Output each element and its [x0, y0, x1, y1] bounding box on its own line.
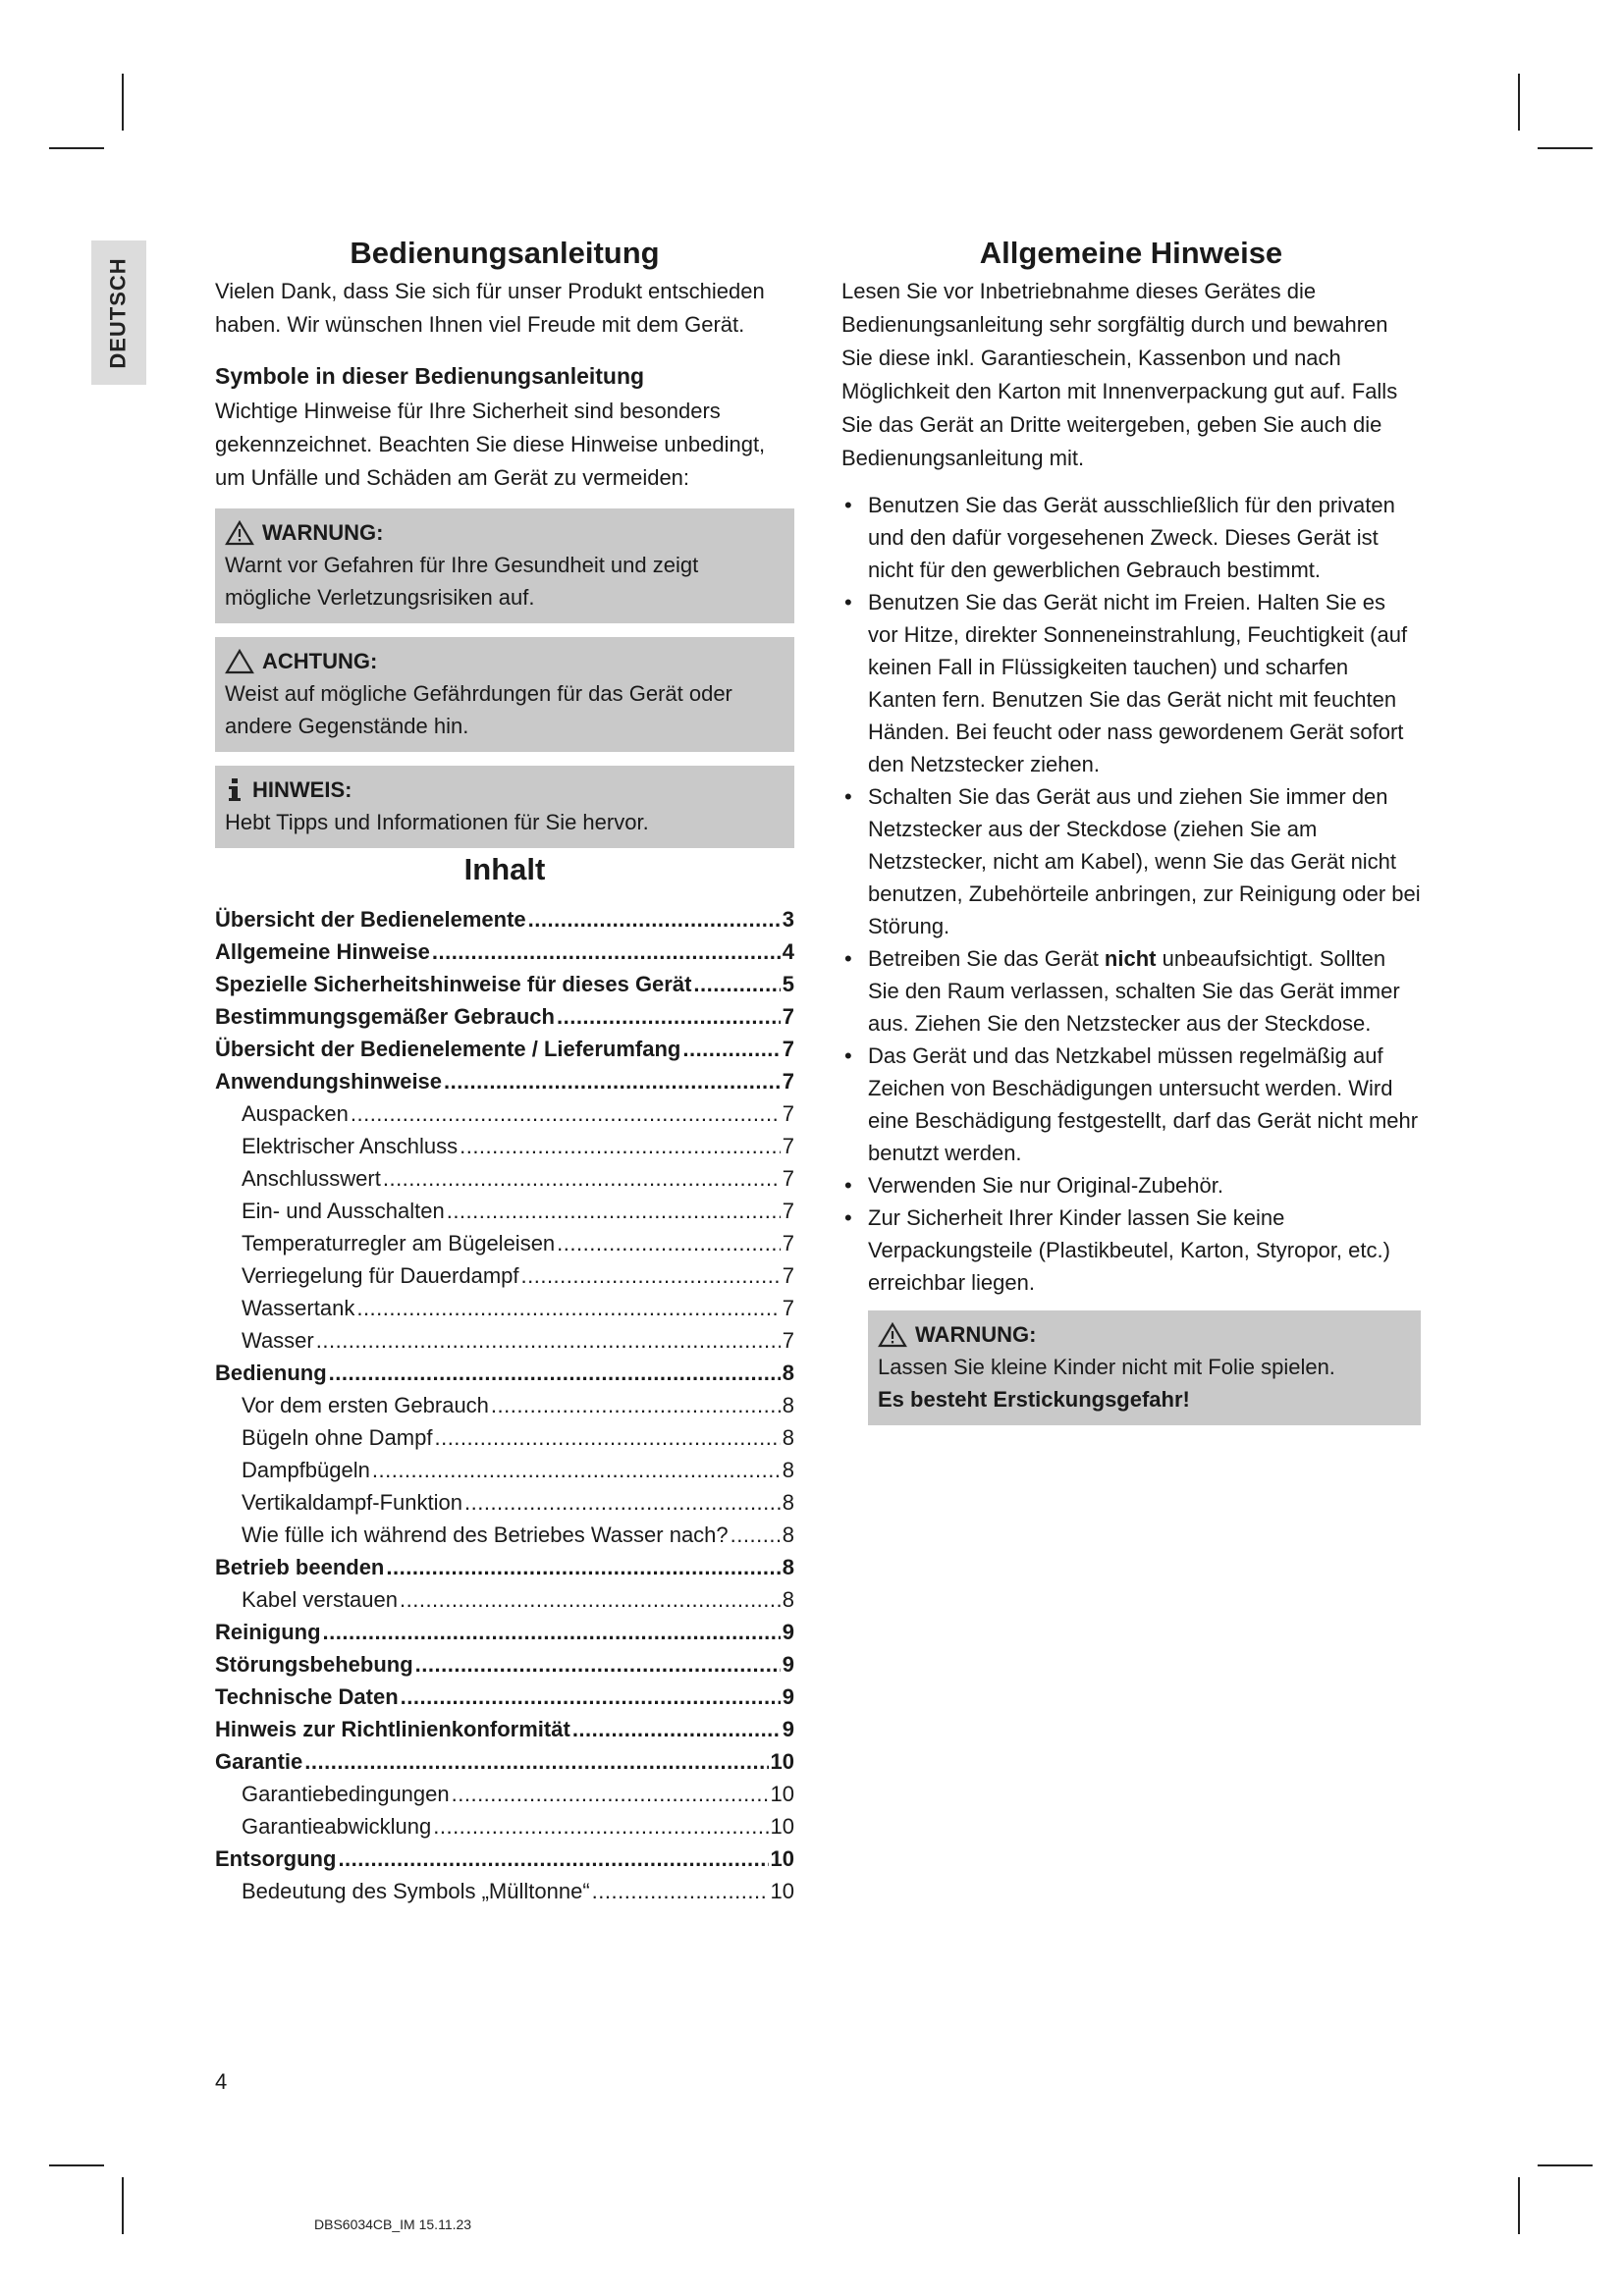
toc-entry-label: Wie fülle ich während des Betriebes Wasser nach?: [242, 1522, 729, 1547]
toc-entry: [215, 1097, 794, 1130]
toc-entry: [215, 1583, 794, 1616]
toc-entry-label: Technische Daten: [215, 1684, 399, 1709]
toc-leader-dots: [521, 1259, 781, 1292]
caution-box: [215, 637, 794, 752]
toc-leader-dots: [693, 968, 780, 1000]
toc-entry-page: 8: [782, 1425, 794, 1450]
list-item: • Benutzen Sie das Gerät ausschließlich für den privaten und den dafür vorgesehenen Zweck. Dieses Gerät ist nicht für den gewerblichen Gebrauch bestimmt.: [841, 489, 1421, 586]
general-notes-intro: Lesen Sie vor Inbetriebnahme dieses Gerätes die Bedienungsanleitung sehr sorgfältig durch und bewahren Sie diese inkl. Garantieschein, Kassenbon und nach Möglichkeit den Karton mit Innenverpackung gut auf. Falls Sie das Gerät an Dritte weitergeben, geben Sie auch die Bedienungsanleitung mit.: [841, 279, 1398, 470]
warning-label: WARNUNG:: [915, 1322, 1037, 1347]
safety-bullet-list: [841, 489, 1421, 1299]
toc-entry: [215, 1681, 794, 1713]
toc-entry: [215, 1648, 794, 1681]
toc-entry-page: 9: [782, 1620, 794, 1644]
toc-entry: [215, 1324, 794, 1357]
warning-text: Lassen Sie kleine Kinder nicht mit Folie spielen.: [878, 1355, 1335, 1379]
toc-leader-dots: [592, 1875, 769, 1907]
language-tab: [91, 240, 146, 385]
warning-text: Warnt vor Gefahren für Ihre Gesundheit und zeigt mögliche Verletzungsrisiken auf.: [225, 553, 699, 610]
warning-label: WARNUNG:: [262, 520, 384, 545]
toc-leader-dots: [351, 1097, 781, 1130]
toc-entry-page: 7: [782, 1328, 794, 1353]
toc-entry-page: 5: [782, 972, 794, 996]
toc-leader-dots: [452, 1778, 769, 1810]
symbols-heading: Symbole in dieser Bedienungsanleitung: [215, 363, 645, 389]
toc-leader-dots: [731, 1519, 781, 1551]
toc-entry: [215, 1162, 794, 1195]
toc-entry-label: Allgemeine Hinweise: [215, 939, 430, 964]
toc-leader-dots: [447, 1195, 781, 1227]
toc-entry-label: Garantie: [215, 1749, 303, 1774]
toc-entry-label: Übersicht der Bedienelemente: [215, 907, 526, 932]
toc-entry: [215, 1000, 794, 1033]
toc-entry-page: 9: [782, 1717, 794, 1741]
toc-leader-dots: [401, 1681, 781, 1713]
toc-entry-page: 8: [782, 1458, 794, 1482]
bullet-emphasis: nicht: [1104, 946, 1157, 971]
toc-entry-page: 9: [782, 1684, 794, 1709]
toc-entry: [215, 1033, 794, 1065]
toc-leader-dots: [464, 1486, 781, 1519]
toc-entry: [215, 1357, 794, 1389]
toc-entry: [215, 1130, 794, 1162]
toc-entry-label: Bedienung: [215, 1361, 327, 1385]
page-number: 4: [215, 2069, 228, 2094]
toc-entry: [215, 1421, 794, 1454]
toc-entry-page: 3: [782, 907, 794, 932]
general-notes-title: Allgemeine Hinweise: [979, 236, 1283, 270]
toc-entry: [215, 903, 794, 935]
toc-entry: [215, 1810, 794, 1842]
toc-entry-label: Reinigung: [215, 1620, 321, 1644]
toc-entry-page: 9: [782, 1652, 794, 1677]
toc-entry-page: 10: [770, 1879, 794, 1903]
toc-entry-page: 7: [782, 1004, 794, 1029]
toc-entry-label: Temperaturregler am Bügeleisen: [242, 1231, 556, 1255]
toc-leader-dots: [386, 1551, 780, 1583]
crop-mark: [122, 2177, 124, 2234]
toc-entry-label: Bedeutung des Symbols „Mülltonne“: [242, 1879, 590, 1903]
toc-entry-page: 8: [782, 1522, 794, 1547]
list-item: • Benutzen Sie das Gerät nicht im Freien. Halten Sie es vor Hitze, direkter Sonneneinstrahlung, Feuchtigkeit (auf keinen Fall in Flüssigkeiten tauchen) und scharfen Kanten fern. Benutzen Sie das Gerät nicht mit feuchten Händen. Bei feucht oder nass gewordenem Gerät sofort den Netzstecker ziehen.: [841, 586, 1421, 780]
toc-entry: [215, 1454, 794, 1486]
warning-triangle-icon: [225, 520, 254, 546]
toc-entry-label: Auspacken: [242, 1101, 349, 1126]
toc-entry-page: 7: [782, 1069, 794, 1094]
toc-leader-dots: [329, 1357, 781, 1389]
toc-entry-label: Vertikaldampf-Funktion: [242, 1490, 462, 1515]
info-icon: [225, 777, 244, 803]
toc-entry-label: Betrieb beenden: [215, 1555, 385, 1579]
toc-entry-page: 7: [782, 1263, 794, 1288]
toc-entry-label: Anschlusswert: [242, 1166, 381, 1191]
list-item: • Verwenden Sie nur Original-Zubehör.: [841, 1169, 1421, 1201]
toc-entry-label: Wasser: [242, 1328, 314, 1353]
toc-entry-label: Anwendungshinweise: [215, 1069, 443, 1094]
crop-mark: [122, 74, 124, 131]
toc-leader-dots: [491, 1389, 781, 1421]
toc-entry: [215, 1227, 794, 1259]
warning-triangle-icon: [878, 1322, 907, 1348]
toc-entry-label: Garantiebedingungen: [242, 1782, 450, 1806]
toc-entry-page: 10: [770, 1814, 794, 1839]
crop-mark: [49, 147, 104, 149]
toc-leader-dots: [338, 1842, 768, 1875]
toc-entry-label: Bügeln ohne Dampf: [242, 1425, 433, 1450]
print-footer: DBS6034CB_IM 15.11.23: [314, 2216, 472, 2232]
toc-leader-dots: [323, 1616, 781, 1648]
caution-text: Weist auf mögliche Gefährdungen für das Gerät oder andere Gegenstände hin.: [225, 681, 732, 738]
toc-entry-page: 7: [782, 1296, 794, 1320]
table-of-contents: [215, 903, 794, 1907]
toc-entry-label: Übersicht der Bedienelemente / Lieferumfang: [215, 1037, 681, 1061]
toc-entry-label: Garantieabwicklung: [242, 1814, 432, 1839]
toc-entry-label: Dampfbügeln: [242, 1458, 370, 1482]
toc-entry-page: 8: [782, 1587, 794, 1612]
left-column: [215, 232, 794, 1907]
caution-triangle-icon: [225, 649, 254, 674]
toc-entry-page: 7: [782, 1134, 794, 1158]
toc-entry: [215, 1292, 794, 1324]
toc-entry-page: 7: [782, 1101, 794, 1126]
language-tab-label: DEUTSCH: [106, 256, 131, 369]
toc-entry-page: 8: [782, 1393, 794, 1417]
toc-leader-dots: [557, 1227, 781, 1259]
toc-leader-dots: [528, 903, 781, 935]
note-box: [215, 766, 794, 848]
toc-leader-dots: [400, 1583, 781, 1616]
toc-title: Inhalt: [463, 852, 546, 886]
toc-entry: [215, 1842, 794, 1875]
crop-mark: [49, 2164, 104, 2166]
crop-mark: [1518, 2177, 1520, 2234]
toc-entry-label: Spezielle Sicherheitshinweise für dieses Gerät: [215, 972, 692, 996]
child-warning-box: [868, 1310, 1421, 1425]
toc-leader-dots: [304, 1745, 768, 1778]
toc-entry-label: Störungsbehebung: [215, 1652, 413, 1677]
toc-leader-dots: [356, 1292, 780, 1324]
toc-entry: [215, 1551, 794, 1583]
toc-entry-page: 10: [770, 1749, 794, 1774]
crop-mark: [1538, 147, 1593, 149]
toc-entry-label: Wassertank: [242, 1296, 355, 1320]
toc-entry-page: 7: [782, 1199, 794, 1223]
toc-entry-label: Ein- und Ausschalten: [242, 1199, 445, 1223]
toc-entry: [215, 968, 794, 1000]
toc-leader-dots: [434, 1421, 780, 1454]
toc-entry-page: 8: [782, 1490, 794, 1515]
toc-entry: [215, 1616, 794, 1648]
toc-leader-dots: [557, 1000, 781, 1033]
intro-text: Vielen Dank, dass Sie sich für unser Produkt entschieden haben. Wir wünschen Ihnen viel Freude mit dem Gerät.: [215, 279, 765, 337]
toc-entry: [215, 1065, 794, 1097]
toc-leader-dots: [383, 1162, 781, 1195]
right-column: [841, 232, 1421, 1425]
toc-entry: [215, 1195, 794, 1227]
toc-entry-label: Bestimmungsgemäßer Gebrauch: [215, 1004, 555, 1029]
symbols-text: Wichtige Hinweise für Ihre Sicherheit sind besonders gekennzeichnet. Beachten Sie diese Hinweise unbedingt, um Unfälle und Schäden am Gerät zu vermeiden:: [215, 399, 766, 490]
toc-entry-page: 7: [782, 1231, 794, 1255]
toc-entry-label: Verriegelung für Dauerdampf: [242, 1263, 519, 1288]
toc-leader-dots: [433, 1810, 768, 1842]
toc-leader-dots: [432, 935, 781, 968]
toc-entry: [215, 1713, 794, 1745]
toc-entry: [215, 1778, 794, 1810]
toc-entry: [215, 935, 794, 968]
toc-entry-page: 4: [782, 939, 794, 964]
toc-entry-page: 7: [782, 1166, 794, 1191]
crop-mark: [1538, 2164, 1593, 2166]
toc-entry: [215, 1486, 794, 1519]
list-item: • Schalten Sie das Gerät aus und ziehen Sie immer den Netzstecker aus der Steckdose (ziehen Sie am Netzstecker, nicht am Kabel), wenn Sie das Gerät nicht benutzen, Zubehörteile anbringen, zur Reinigung oder bei Störung.: [841, 780, 1421, 942]
toc-leader-dots: [460, 1130, 781, 1162]
toc-entry-label: Entsorgung: [215, 1846, 337, 1871]
toc-leader-dots: [444, 1065, 781, 1097]
toc-entry: [215, 1259, 794, 1292]
toc-entry-page: 8: [782, 1361, 794, 1385]
list-item: • Zur Sicherheit Ihrer Kinder lassen Sie keine Verpackungsteile (Plastikbeutel, Karton, Styropor, etc.) erreichbar liegen.: [841, 1201, 1421, 1299]
toc-entry: [215, 1745, 794, 1778]
toc-entry-label: Hinweis zur Richtlinienkonformität: [215, 1717, 570, 1741]
toc-entry: [215, 1875, 794, 1907]
toc-leader-dots: [372, 1454, 781, 1486]
toc-entry-label: Kabel verstauen: [242, 1587, 398, 1612]
warning-strong-text: Es besteht Erstickungsgefahr!: [878, 1387, 1190, 1412]
manual-title: Bedienungsanleitung: [350, 236, 660, 270]
caution-label: ACHTUNG:: [262, 649, 378, 673]
bullet-text: unbeaufsichtigt. Sollten Sie den Raum verlassen, schalten Sie das Gerät immer aus. Ziehen Sie den Netzstecker aus der Steckdose.: [868, 946, 1400, 1036]
toc-leader-dots: [572, 1713, 781, 1745]
list-item: [841, 942, 1421, 1040]
bullet-text: Betreiben Sie das Gerät: [868, 946, 1105, 971]
toc-entry-page: 7: [782, 1037, 794, 1061]
toc-leader-dots: [682, 1033, 780, 1065]
note-label: HINWEIS:: [252, 777, 352, 802]
note-text: Hebt Tipps und Informationen für Sie hervor.: [225, 810, 649, 834]
toc-entry-label: Vor dem ersten Gebrauch: [242, 1393, 489, 1417]
toc-leader-dots: [316, 1324, 781, 1357]
toc-entry-page: 8: [782, 1555, 794, 1579]
toc-entry-label: Elektrischer Anschluss: [242, 1134, 459, 1158]
toc-leader-dots: [415, 1648, 781, 1681]
toc-entry: [215, 1389, 794, 1421]
crop-mark: [1518, 74, 1520, 131]
toc-entry-page: 10: [770, 1782, 794, 1806]
list-item: • Das Gerät und das Netzkabel müssen regelmäßig auf Zeichen von Beschädigungen untersucht werden. Wird eine Beschädigung festgestellt, darf das Gerät nicht mehr benutzt werden.: [841, 1040, 1421, 1169]
toc-entry-page: 10: [770, 1846, 794, 1871]
toc-entry: [215, 1519, 794, 1551]
warning-box: [215, 508, 794, 623]
